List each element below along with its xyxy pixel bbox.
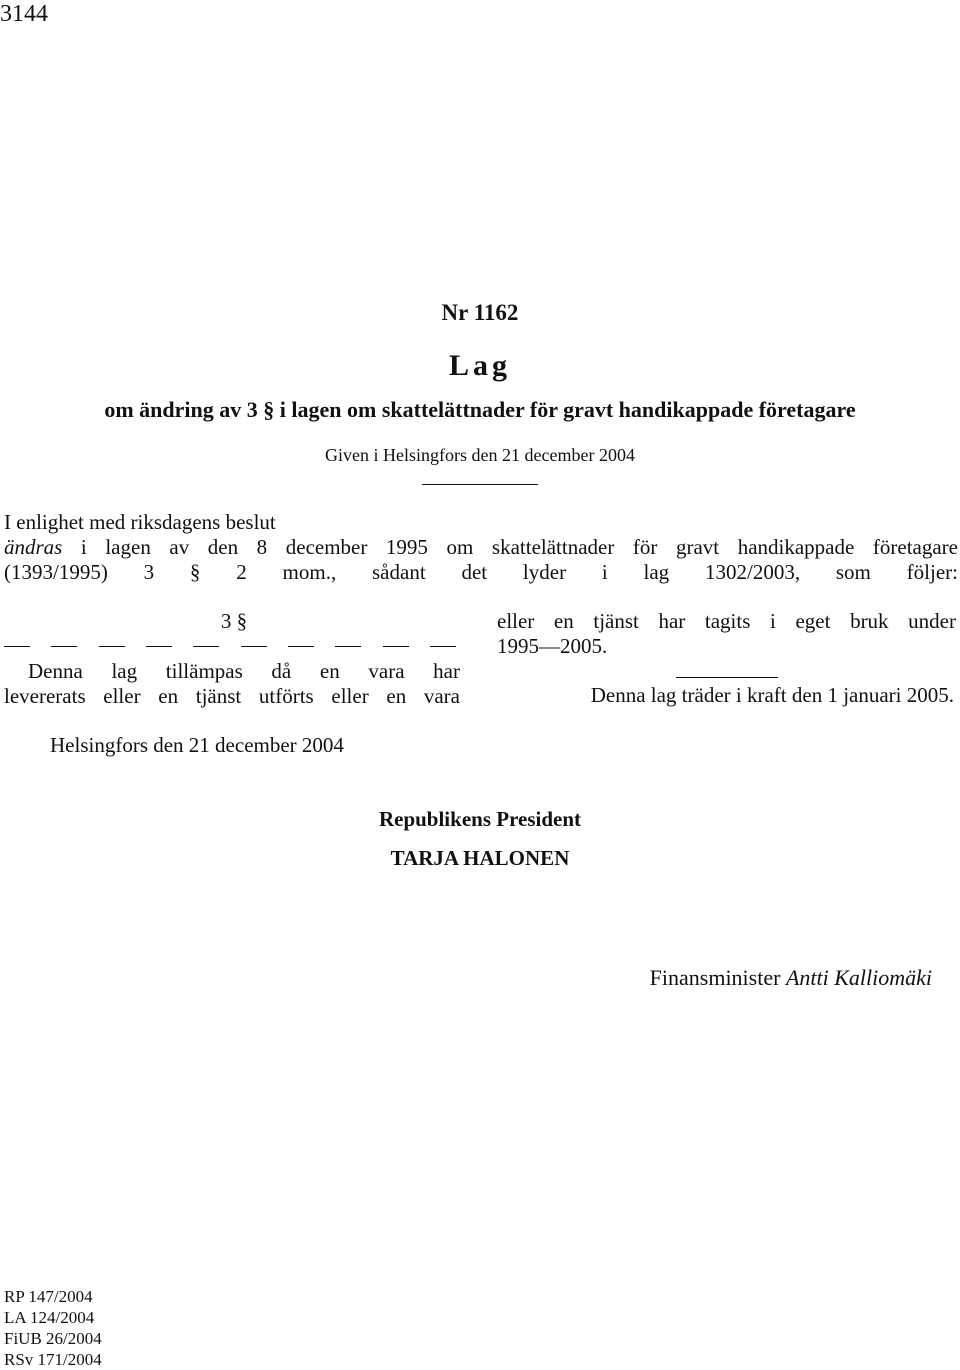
left-column bbox=[4, 609, 460, 709]
dash bbox=[288, 646, 314, 647]
reference-item: RP 147/2004 bbox=[4, 1287, 93, 1306]
section-divider bbox=[676, 677, 778, 678]
law-number: Nr 1162 bbox=[441, 300, 519, 325]
intro-line-1: I enlighet med riksdagens beslut bbox=[4, 510, 276, 534]
president-name: TARJA HALONEN bbox=[390, 846, 570, 870]
entry-into-force: Denna lag träder i kraft den 1 januari 2005. bbox=[590, 683, 954, 707]
dash bbox=[241, 646, 267, 647]
dash bbox=[335, 646, 361, 647]
intro-line-2 bbox=[4, 535, 958, 560]
minister-signature bbox=[650, 964, 932, 992]
section-text-line-3: eller en tjänst har tagits i eget bruk under bbox=[497, 609, 956, 633]
title-divider bbox=[422, 484, 538, 485]
reference-item: FiUB 26/2004 bbox=[4, 1329, 102, 1348]
legislative-references bbox=[4, 1286, 102, 1370]
reference-item: LA 124/2004 bbox=[4, 1308, 95, 1327]
place-and-date: Helsingfors den 21 december 2004 bbox=[50, 733, 344, 757]
intro-line-3: (1393/1995) 3 § 2 mom., sådant det lyder i lag 1302/2003, som följer: bbox=[4, 560, 958, 584]
dash bbox=[4, 646, 30, 647]
dash bbox=[383, 646, 409, 647]
dash bbox=[146, 646, 172, 647]
dash bbox=[99, 646, 125, 647]
section-text-line-1: Denna lag tillämpas då en vara har bbox=[28, 659, 460, 683]
amend-keyword: ändras bbox=[4, 535, 63, 559]
minister-name: Antti Kalliomäki bbox=[785, 965, 932, 990]
page-number: 3144 bbox=[0, 1, 48, 27]
reference-item: RSv 171/2004 bbox=[4, 1350, 102, 1369]
section-text-line-2: levererats eller en tjänst utförts eller en vara bbox=[4, 684, 460, 708]
enacting-clause bbox=[4, 510, 958, 585]
given-date-line: Given i Helsingfors den 21 december 2004 bbox=[325, 445, 635, 465]
law-title: om ändring av 3 § i lagen om skattelättnader för gravt handikappade företagare bbox=[104, 397, 856, 422]
section-heading: 3 § bbox=[220, 609, 248, 633]
law-kind-heading: Lag bbox=[448, 349, 511, 382]
section-text-line-4: 1995—2005. bbox=[497, 634, 608, 658]
right-column bbox=[497, 609, 956, 708]
minister-title: Finansminister bbox=[649, 965, 786, 990]
president-title: Republikens President bbox=[378, 807, 582, 831]
intro-line-2-text: i lagen av den 8 december 1995 om skattelättnader för gravt handikappade företagare bbox=[62, 535, 958, 559]
dash bbox=[430, 646, 456, 647]
dash bbox=[193, 646, 219, 647]
dash bbox=[51, 646, 77, 647]
omission-dashes bbox=[4, 634, 460, 659]
